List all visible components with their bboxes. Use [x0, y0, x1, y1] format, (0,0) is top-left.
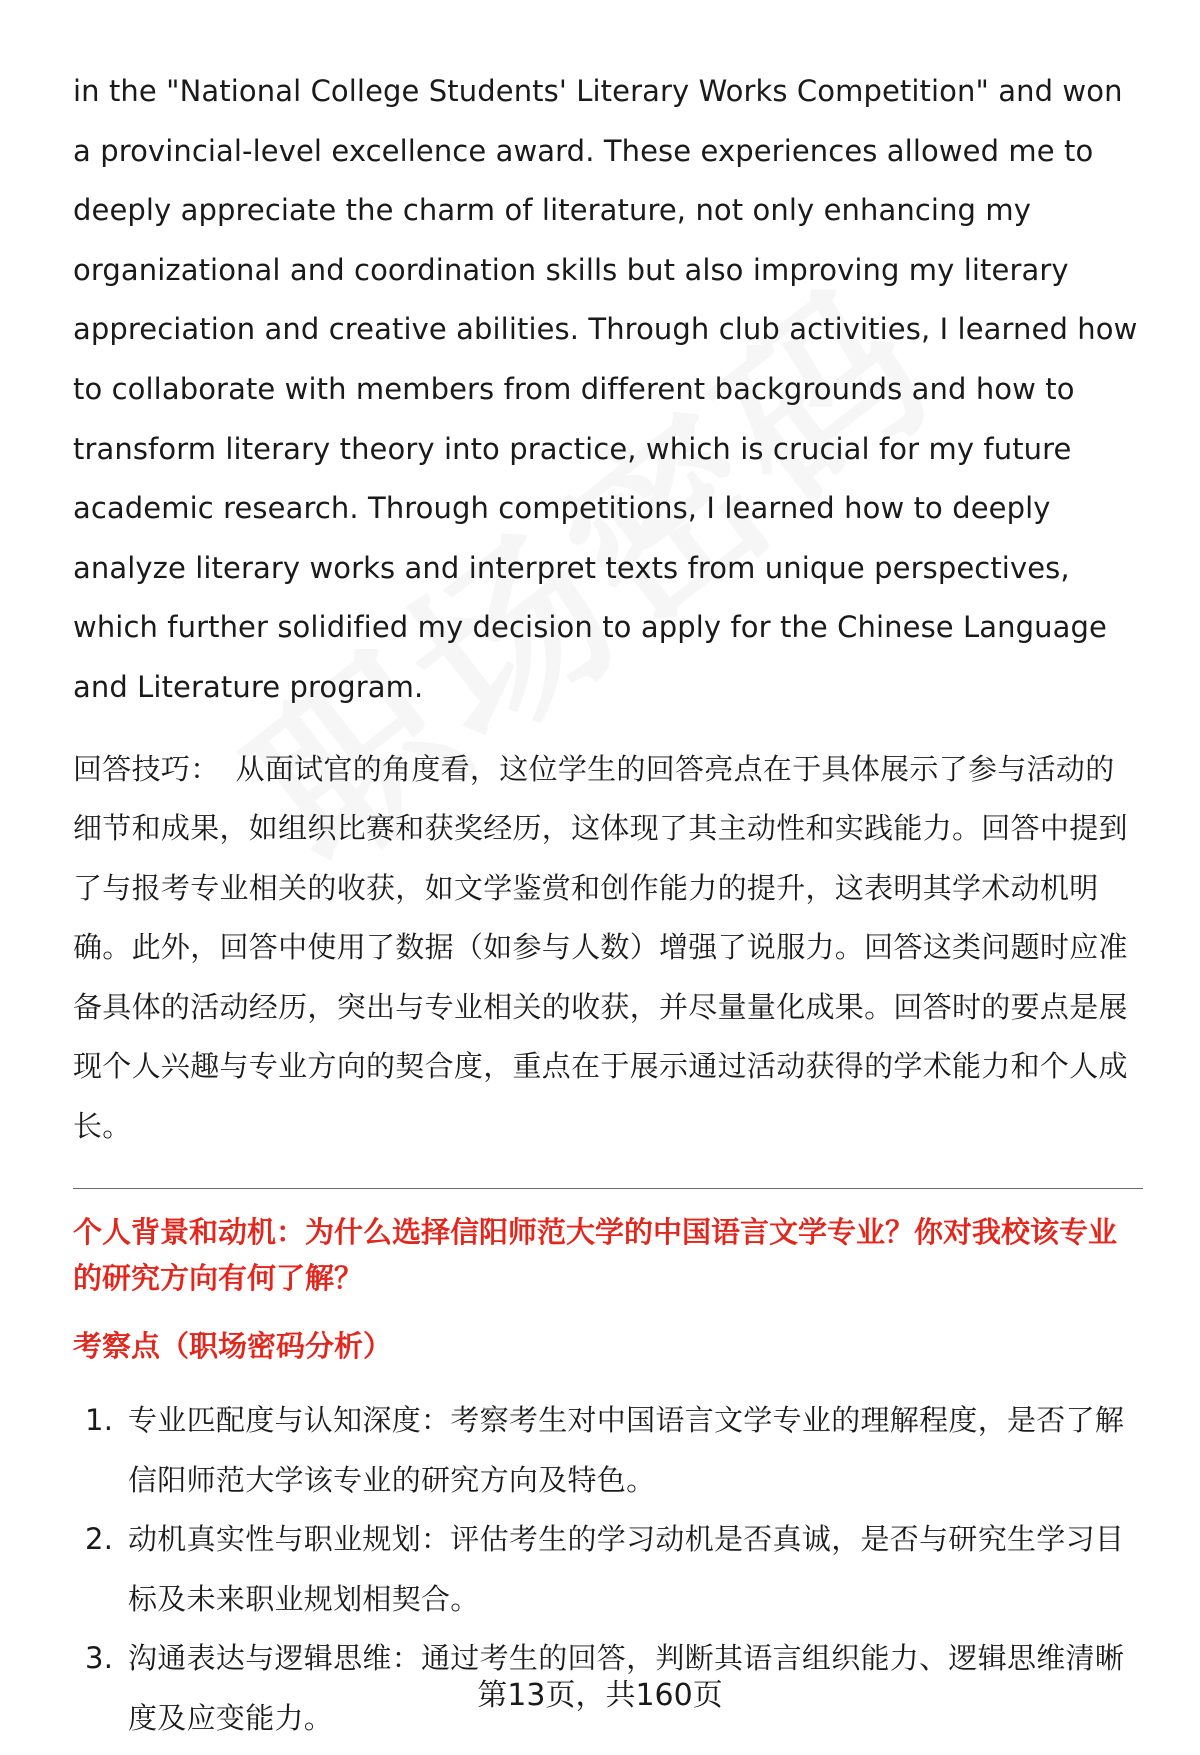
question-heading: 个人背景和动机：为什么选择信阳师范大学的中国语言文学专业？你对我校该专业的研究方向有何了解？	[73, 1215, 1118, 1296]
list-item-number: 3.	[85, 1641, 114, 1676]
list-item-text: 沟通表达与逻辑思维：通过考生的回答，判断其语言组织能力、逻辑思维清晰度及应变能力。	[128, 1641, 1125, 1735]
page-footer: 第13页，共160页	[477, 1678, 723, 1713]
list-item-number: 2.	[85, 1522, 114, 1557]
list-item	[73, 1510, 1143, 1629]
answer-tip-text: 从面试官的角度看，这位学生的回答亮点在于具体展示了参与活动的细节和成果，如组织比赛和获奖经历，这体现了其主动性和实践能力。回答中提到了与报考专业相关的收获，如文学鉴赏和创作能力的提升，这表明其学术动机明确。此外，回答中使用了数据（如参与人数）增强了说服力。回答这类问题时应准备具体的活动经历，突出与专业相关的收获，并尽量量化成果。回答时的要点是展现个人兴趣与专业方向的契合度，重点在于展示通过活动获得的学术能力和个人成长。	[73, 751, 1128, 1143]
answer-tip-label: 回答技巧：	[73, 751, 220, 786]
answer-tip-paragraph	[73, 740, 1143, 1157]
list-item-text: 专业匹配度与认知深度：考察考生对中国语言文学专业的理解程度，是否了解信阳师范大学该专业的研究方向及特色。	[128, 1403, 1125, 1497]
list-item-text: 动机真实性与职业规划：评估考生的学习动机是否真诚，是否与研究生学习目标及未来职业规划相契合。	[128, 1522, 1125, 1616]
document-page	[73, 62, 1143, 1748]
body-paragraph-en: in the "National College Students' Literary Works Competition" and won a provincial-level excellence award. These experiences allowed me to deeply appreciate the charm of literature, not only enhancing my organizational and coordination skills but also improving my literary appreciation and creative abilities. Through club activities, I learned how to collaborate with members from different backgrounds and how to transform literary theory into practice, which is crucial for my future academic research. Through competitions, I learned how to deeply analyze literary works and interpret texts from unique perspectives, which further solidified my decision to apply for the Chinese Language and Literature program.	[73, 74, 1138, 704]
assessment-points-heading: 考察点（职场密码分析）	[73, 1329, 393, 1364]
section-divider	[73, 1188, 1143, 1189]
list-item-number: 1.	[85, 1403, 114, 1438]
list-item	[73, 1391, 1143, 1510]
